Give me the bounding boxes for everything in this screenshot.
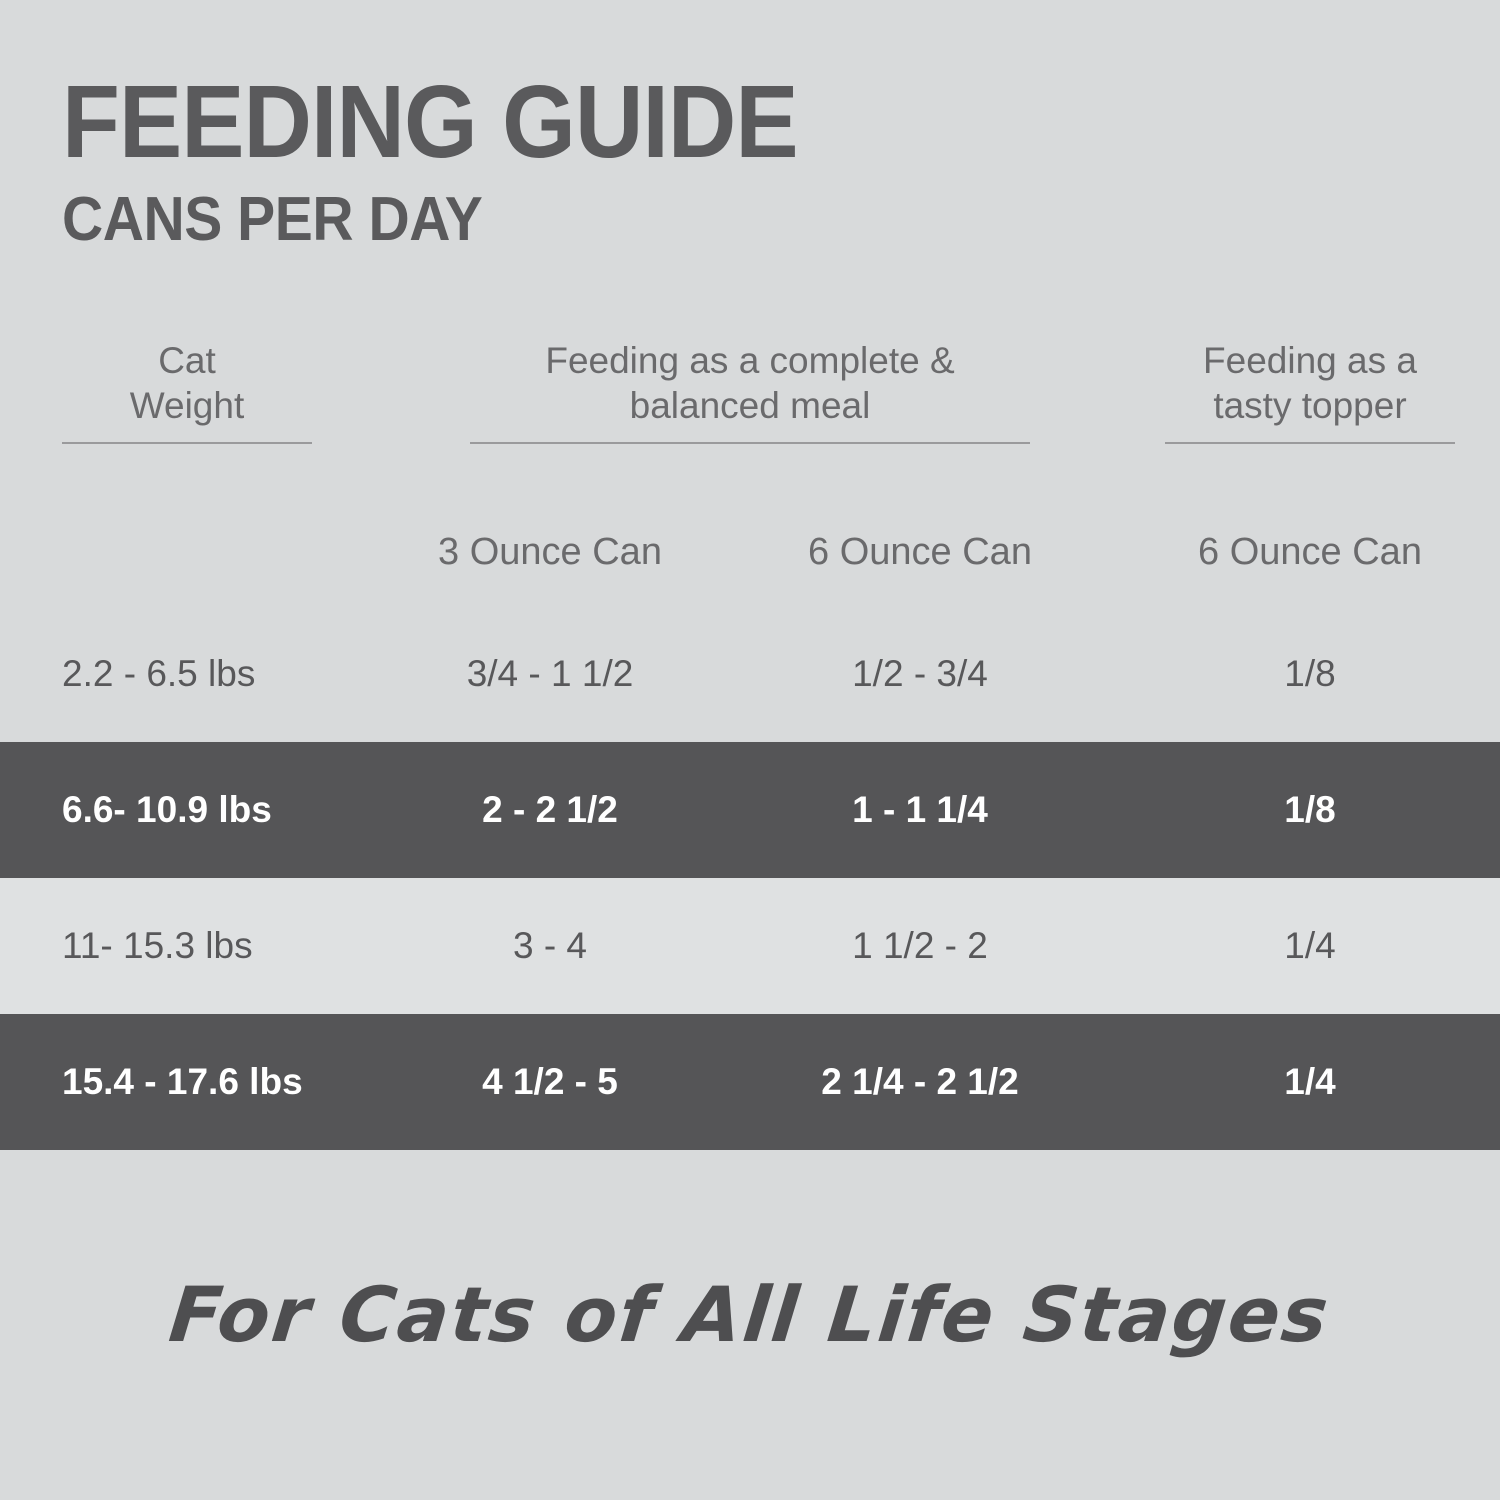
cell-six-ounce: 1 - 1 1/4: [852, 789, 988, 830]
table-row: [0, 742, 1500, 878]
footer: [0, 1270, 1500, 1359]
cell-three-ounce: 4 1/2 - 5: [482, 1061, 618, 1102]
table-row: [0, 1014, 1500, 1150]
group-header-topper: [1120, 338, 1500, 444]
cell-weight: 2.2 - 6.5 lbs: [62, 653, 256, 694]
cell-topper: 1/8: [1284, 789, 1336, 830]
page-header: [0, 0, 1500, 252]
group-header-meal-rule: [470, 442, 1030, 444]
cell-weight: 15.4 - 17.6 lbs: [62, 1061, 303, 1102]
cell-weight: 6.6- 10.9 lbs: [62, 789, 272, 830]
group-header-weight: [0, 338, 380, 444]
group-header-weight-line2: Weight: [129, 385, 245, 427]
cell-topper: 1/4: [1284, 1061, 1336, 1102]
cell-six-ounce: 1 1/2 - 2: [852, 925, 988, 966]
cell-six-ounce: 2 1/4 - 2 1/2: [821, 1061, 1019, 1102]
feeding-table: [0, 338, 1500, 1150]
can-header-topper-six-ounce: 6 Ounce Can: [1198, 530, 1422, 573]
cell-three-ounce: 3 - 4: [512, 925, 588, 966]
cell-topper: 1/8: [1284, 653, 1336, 694]
cell-three-ounce: 2 - 2 1/2: [482, 789, 618, 830]
cell-three-ounce: 3/4 - 1 1/2: [466, 653, 634, 694]
can-header-six-ounce: 6 Ounce Can: [808, 530, 1032, 573]
group-header-topper-rule: [1165, 442, 1455, 444]
group-header-topper-line1: Feeding as a: [1203, 340, 1417, 381]
can-header-three-ounce: 3 Ounce Can: [438, 530, 662, 573]
page-title: FEEDING GUIDE: [62, 64, 798, 179]
cell-weight: 11- 15.3 lbs: [62, 925, 253, 966]
group-header-weight-line1: Cat: [158, 340, 216, 381]
table-can-header-row: [0, 498, 1500, 606]
group-header-topper-line2: tasty topper: [1213, 385, 1407, 427]
table-group-header-row: [0, 338, 1500, 498]
cell-six-ounce: 1/2 - 3/4: [852, 653, 988, 694]
group-header-meal-line1: Feeding as a complete &: [545, 340, 955, 381]
table-row: [0, 606, 1500, 742]
footer-tagline: For Cats of All Life Stages: [165, 1270, 1335, 1359]
cell-topper: 1/4: [1284, 925, 1336, 966]
group-header-meal-line2: balanced meal: [629, 385, 871, 427]
group-header-weight-rule: [62, 442, 312, 444]
group-header-meal: [380, 338, 1120, 444]
table-row: [0, 878, 1500, 1014]
page-subtitle: CANS PER DAY: [62, 184, 483, 254]
